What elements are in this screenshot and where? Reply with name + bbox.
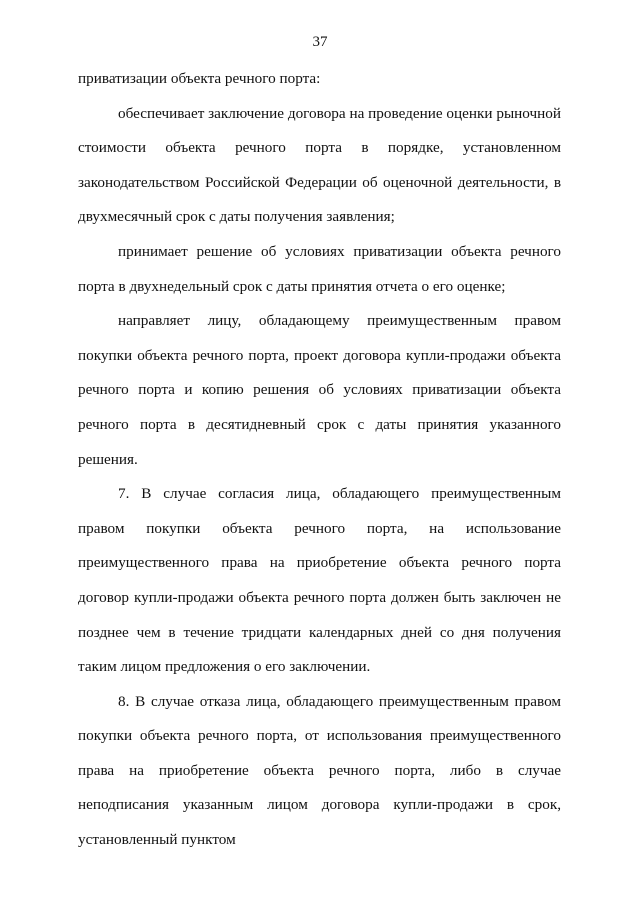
- paragraph-continuation: приватизации объекта речного порта:: [78, 70, 321, 87]
- paragraph-sends-contract: направляет лицу, обладающему преимущественным правом покупки объекта речного порта, проект договора купли-продажи объекта речного порта и копию решения об условиях приватизации объекта речного порта в десятидневный срок с даты принятия указанного решения.: [78, 312, 561, 468]
- paragraph-valuation: обеспечивает заключение договора на проведение оценки рыночной стоимости объекта речного порта в порядке, установленном законодательством Российской Федерации об оценочной деятельности, в двухмесячный срок с даты получения заявления;: [78, 104, 561, 226]
- paragraph-decision: принимает решение об условиях приватизации объекта речного порта в двухнедельный срок с даты принятия отчета о его оценке;: [78, 242, 561, 295]
- paragraph-item-8: 8. В случае отказа лица, обладающего преимущественным правом покупки объекта речного порта, от использования преимущественного права на приобретение объекта речного порта, либо в случае неподписания указанным лицом договора купли-продажи в срок, установленный пунктом: [78, 692, 561, 849]
- page-number: 37: [312, 34, 328, 50]
- paragraph-item-7: 7. В случае согласия лица, обладающего преимущественным правом покупки объекта речного порта, на использование преимущественного права на приобретение объекта речного порта договор купли-продажи объекта речного порта должен быть заключен не позднее чем в течение тридцати календарных дней со дня получения таким лицом предложения о его заключении.: [78, 485, 561, 676]
- document-body: [78, 62, 561, 858]
